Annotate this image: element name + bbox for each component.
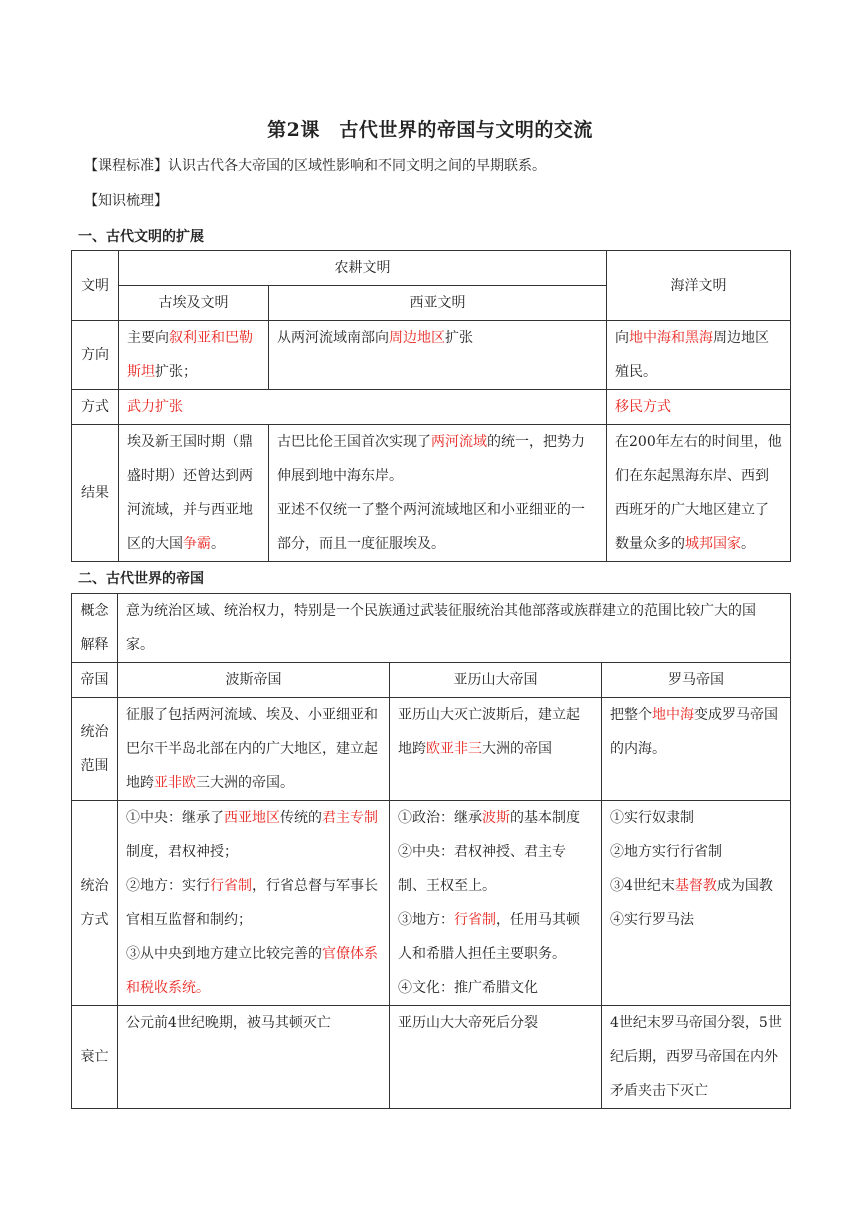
highlight: 基督教 xyxy=(674,878,717,894)
paragraph: ②中央：君权神授、君主专制、王权至上。 xyxy=(398,844,566,894)
text: 制度，君权神授； xyxy=(126,844,238,860)
cell-persia-decline: 公元前4世纪晚期，被马其顿灭亡 xyxy=(118,1006,390,1109)
row-label-direction: 方向 xyxy=(72,321,119,390)
civilization-expansion-table xyxy=(71,250,791,562)
cell-westasia-result xyxy=(269,425,607,562)
text: 埃及新王国时期（鼎盛时期）还曾达到两河流域，并与西亚地区的大国 xyxy=(127,434,253,552)
text: 征服了包括两河流域、埃及、小亚细亚和巴尔干半岛北部在内的广大地区，建立起地跨 xyxy=(126,707,378,791)
header-egypt: 古埃及文明 xyxy=(119,286,269,321)
text: ①政治：继承 xyxy=(398,810,482,826)
cell-rome-scope xyxy=(602,698,791,801)
text: 扩张 xyxy=(445,330,473,346)
paragraph: ①实行奴隶制 xyxy=(610,810,694,826)
text: 向 xyxy=(615,330,629,346)
row-label-rule: 统治方式 xyxy=(72,801,118,1006)
text: 传统的 xyxy=(280,810,322,826)
cell-agri-method: 武力扩张 xyxy=(119,390,607,425)
text: 从两河流域南部向 xyxy=(277,330,389,346)
text: 扩张； xyxy=(155,364,197,380)
paragraph: 亚述不仅统一了整个两河流域地区和小亚细亚的一部分，而且一度征服埃及。 xyxy=(277,502,585,552)
paragraph xyxy=(126,801,381,869)
paragraph: ④实行罗马法 xyxy=(610,912,694,928)
row-label-scope: 统治范围 xyxy=(72,698,118,801)
text: ，任用马其顿人和希腊人担任主要职务。 xyxy=(398,912,580,962)
header-persia: 波斯帝国 xyxy=(118,663,390,698)
text: ③地方： xyxy=(398,912,454,928)
ancient-empires-table xyxy=(71,593,791,1109)
header-agricultural: 农耕文明 xyxy=(119,251,607,286)
cell-alexander-rule xyxy=(390,801,602,1006)
highlight: 波斯 xyxy=(482,810,510,826)
text: 大洲的帝国 xyxy=(482,741,552,757)
text: 。 xyxy=(211,536,225,552)
row-label-result: 结果 xyxy=(72,425,119,562)
text: ②地方：实行 xyxy=(126,878,210,894)
highlight: 周边地区 xyxy=(389,330,445,346)
highlight: 行省制 xyxy=(454,912,496,928)
cell-egypt-result xyxy=(119,425,269,562)
highlight: 行省制 xyxy=(210,878,252,894)
cell-alexander-decline: 亚历山大大帝死后分裂 xyxy=(390,1006,602,1109)
text: 亚历山大灭亡波斯后，建立起地跨 xyxy=(398,707,580,757)
text: ①中央：继承了 xyxy=(126,810,224,826)
header-alexander: 亚历山大帝国 xyxy=(390,663,602,698)
paragraph xyxy=(126,937,381,1005)
row-label-decline: 衰亡 xyxy=(72,1006,118,1109)
curriculum-standard: 【课程标准】认识古代各大帝国的区域性影响和不同文明之间的早期联系。 xyxy=(84,158,546,174)
cell-persia-scope xyxy=(118,698,390,801)
cell-ocean-result xyxy=(607,425,791,562)
cell-rome-rule xyxy=(602,801,791,1006)
paragraph xyxy=(277,425,598,493)
cell-rome-decline: 4世纪末罗马帝国分裂，5世纪后期，西罗马帝国在内外矛盾夹击下灭亡 xyxy=(602,1006,791,1109)
header-ocean: 海洋文明 xyxy=(607,251,791,321)
highlight: 叙利亚和巴勒斯坦 xyxy=(127,330,253,380)
text: ③4世纪末 xyxy=(610,878,675,894)
knowledge-heading: 【知识梳理】 xyxy=(84,193,168,209)
text: 在200年左右的时间里，他们在东起黑海东岸、西到西班牙的广大地区建立了数量众多的 xyxy=(615,434,782,552)
lesson-title: 第2课 古代世界的帝国与文明的交流 xyxy=(267,119,593,141)
highlight: 欧亚非三 xyxy=(426,741,482,757)
text: 三大洲的帝国。 xyxy=(196,775,294,791)
text: 成为国教 xyxy=(716,878,773,894)
text: 的统一，把势力伸展到地中海东岸。 xyxy=(277,434,585,484)
header-west-asia: 西亚文明 xyxy=(269,286,607,321)
text: 古巴比伦王国首次实现了 xyxy=(277,434,431,450)
paragraph xyxy=(126,869,381,937)
highlight: 君主专制 xyxy=(322,810,378,826)
highlight: 争霸 xyxy=(183,536,211,552)
highlight: 官僚体系和税收系统。 xyxy=(126,946,378,996)
highlight: 西亚地区 xyxy=(224,810,280,826)
paragraph: ②地方实行行省制 xyxy=(610,844,722,860)
highlight: 亚非欧 xyxy=(154,775,196,791)
cell-persia-rule xyxy=(118,801,390,1006)
paragraph xyxy=(610,869,782,903)
cell-egypt-direction xyxy=(119,321,269,390)
text: 主要向 xyxy=(127,330,169,346)
text: 的基本制度 xyxy=(510,810,580,826)
text: 周边地区殖民。 xyxy=(615,330,769,380)
paragraph xyxy=(398,801,593,835)
highlight: 两河流域 xyxy=(431,434,487,450)
text: ，行省总督与军事长官相互监督和制约； xyxy=(126,878,378,928)
header-empire: 帝国 xyxy=(72,663,118,698)
header-rome: 罗马帝国 xyxy=(602,663,791,698)
text: 。 xyxy=(741,536,755,552)
cell-alexander-scope xyxy=(390,698,602,801)
section1-heading: 一、古代文明的扩展 xyxy=(78,229,204,245)
highlight: 城邦国家 xyxy=(685,536,741,552)
highlight: 地中海 xyxy=(652,707,694,723)
cell-concept: 意为统治区域、统治权力，特别是一个民族通过武装征服统治其他部落或族群建立的范围比较广大的国家。 xyxy=(118,594,791,663)
header-civilization: 文明 xyxy=(72,251,119,321)
paragraph xyxy=(398,903,593,971)
text: ③从中央到地方建立比较完善的 xyxy=(126,946,322,962)
text: 变成罗马帝国的内海。 xyxy=(610,707,778,757)
cell-ocean-direction xyxy=(607,321,791,390)
paragraph: ④文化：推广希腊文化 xyxy=(398,980,538,996)
highlight: 地中海和黑海 xyxy=(629,330,713,346)
cell-westasia-direction xyxy=(269,321,607,390)
row-label-method: 方式 xyxy=(72,390,119,425)
row-label-concept: 概念解释 xyxy=(72,594,118,663)
cell-ocean-method: 移民方式 xyxy=(607,390,791,425)
section2-heading: 二、古代世界的帝国 xyxy=(78,571,204,587)
text: 把整个 xyxy=(610,707,652,723)
